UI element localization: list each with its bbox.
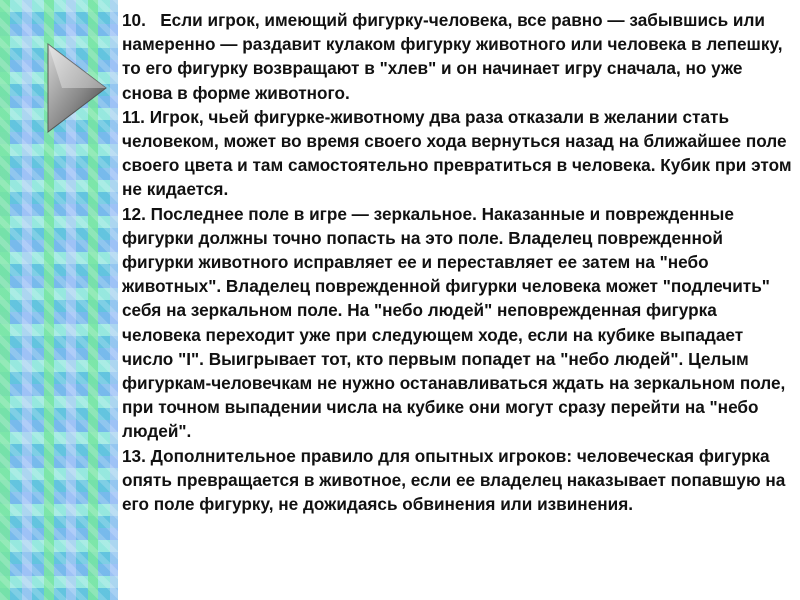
rule-text: Дополнительное правило для опытных игроков: человеческая фигурка опять превращается в животное, если ее владелец наказывает попавшую на его поле фигурку, не дожидаясь обвинения или извинения. — [122, 445, 786, 515]
rule-number: 12. — [122, 203, 151, 224]
play-triangle-icon — [44, 38, 108, 138]
rule-13 — [122, 444, 794, 517]
rule-text: Если игрок, имеющий фигурку-человека, все равно — забывшись или намеренно — раздавит кулаком фигурку животного или человека в лепешку, то его фигурку возвращают в "хлев" и он начинает игру сначала, но уже снова в форме животного. — [122, 10, 783, 103]
rule-text: Последнее поле в игре — зеркальное. Наказанные и поврежденные фигурки должны точно попасть на это поле. Владелец поврежденной фигурки животного исправляет ее и переставляет ее затем на "небо животных". Владелец поврежденной фигурки человека может "подлечить" себя на зеркальном поле. На "небо людей" неповрежденная фигурка человека переходит уже при следующем ходе, если на кубике выпадает число "I". Выигрывает тот, кто первым попадет на "небо людей". Целым фигуркам-человечкам не нужно останавливаться ждать на зеркальном поле, при точном выпадении числа на кубике они могут сразу перейти на "небо людей". — [122, 203, 786, 442]
rule-10 — [122, 8, 794, 105]
rule-12 — [122, 202, 794, 444]
rule-text: Игрок, чьей фигурке-животному два раза отказали в желании стать человеком, может во время своего хода вернуться назад на ближайшее поле своего цвета и там самостоятельно превратиться в человека. Кубик при этом не кидается. — [122, 106, 792, 200]
rule-11 — [122, 105, 794, 202]
rule-number: 10. — [122, 10, 161, 30]
rule-number: 11. — [122, 106, 150, 127]
rules-text — [122, 8, 794, 516]
rule-number: 13. — [122, 445, 151, 466]
